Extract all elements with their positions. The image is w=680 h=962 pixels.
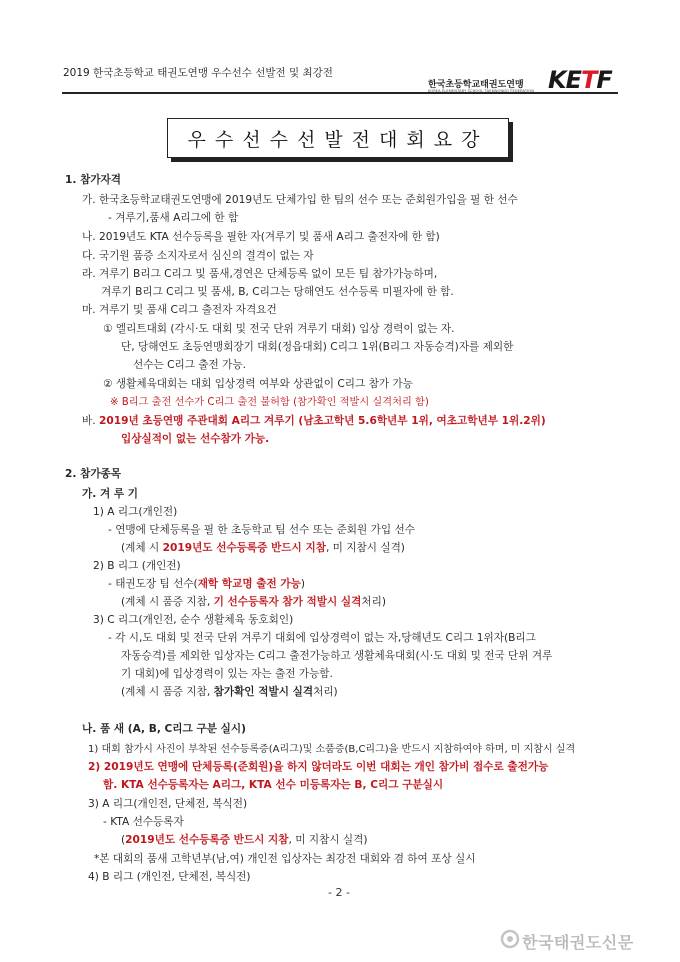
body-line: - 태권도장 팀 선수(재학 학교명 출전 가능) <box>108 578 306 590</box>
highlight-text: 2019년 초등연맹 주관대회 A리그 겨루기 (남초고학년 5.6학년부 1위, 여초고학년부 1위.2위) <box>98 415 546 427</box>
highlight-line: 함. KTA 선수등록자는 A리그, KTA 선수 미등록자는 B, C리그 구분실시 <box>103 779 444 791</box>
body-line: (2019년도 선수등록증 반드시 지참, 미 지참시 실격) <box>121 834 368 846</box>
body-line: - 각 시,도 대회 및 전국 단위 겨루기 대회에 입상경력이 없는 자,당해년도 C리그 1위자(B리그 <box>108 632 536 644</box>
body-line: 기 대회)에 입상경력이 있는 자는 출전 가능함. <box>121 668 333 680</box>
newspaper-logo-icon <box>500 929 520 949</box>
highlight-line: 입상실적이 없는 선수참가 가능. <box>121 433 270 445</box>
body-line: ② 생활체육대회는 대회 입상경력 여부와 상관없이 C리그 참가 가능 <box>103 378 413 390</box>
body-line: 4) B 리그 (개인전, 단체전, 복식전) <box>88 871 251 883</box>
body-line: 마. 겨루기 및 품새 C리그 출전자 자격요건 <box>82 304 277 316</box>
body-line: 다. 국기원 품증 소지자로서 심신의 결격이 없는 자 <box>82 250 314 262</box>
section-heading-events: 2. 참가종목 <box>65 468 122 480</box>
body-line: (계체 시 품증 지참, 기 선수등록자 참가 적발시 실격처리) <box>121 596 387 608</box>
body-line: 3) C 리그(개인전, 순수 생활체육 동호회인) <box>93 614 294 626</box>
subsection-heading-kyorugi: 가. 겨 루 기 <box>82 488 139 500</box>
body-line: 3) A 리그(개인전, 단체전, 복식전) <box>88 798 248 810</box>
list-marker: 바. <box>82 415 99 427</box>
body-line: (계체 시 2019년도 선수등록증 반드시 지참, 미 지참시 실격) <box>121 542 405 554</box>
body-line: 2) B 리그 (개인전) <box>93 560 181 572</box>
header-title: 2019 한국초등학교 태권도연맹 우수선수 선발전 및 최강전 <box>63 67 333 79</box>
ketf-logo-icon: KETF <box>548 66 612 94</box>
body-line <box>82 413 546 428</box>
highlight-line: 2) 2019년도 연맹에 단체등록(준회원)을 하지 않더라도 이번 대회는 개인 참가비 접수로 출전가능 <box>88 761 549 773</box>
body-line: - 겨루기,품새 A리그에 한 함 <box>108 212 239 224</box>
document-title: 우수선수선발전대회요강 <box>167 118 509 158</box>
body-line: 자동승격)를 제외한 입상자는 C리그 출전가능하고 생활체육대회(시·도 대회 및 전국 단위 겨루 <box>121 650 553 662</box>
subsection-heading-poomsae: 나. 품 새 (A, B, C리그 구분 실시) <box>82 723 246 735</box>
body-line: - KTA 선수등록자 <box>103 816 184 828</box>
body-line: 나. 2019년도 KTA 선수등록을 필한 자(겨루기 및 품새 A리그 출전자에 한 함) <box>82 231 440 243</box>
body-line: - 연맹에 단체등록을 필 한 초등학교 팀 선수 또는 준회원 가입 선수 <box>108 524 415 536</box>
body-line: 선수는 C리그 출전 가능. <box>133 359 246 371</box>
federation-logo-english: KOREA ELEMENTARY SCHOOL TAEKWONDO FEDERATION <box>428 89 534 93</box>
body-line: 단, 당해연도 초등연맹회장기 대회(정읍대회) C리그 1위(B리그 자동승격)자를 제외한 <box>121 341 514 353</box>
body-line: 1) 대회 참가시 사진이 부착된 선수등록증(A리그)및 소품증(B,C리그)을 반드시 지참하여야 하며, 미 지참시 실격 <box>88 744 576 755</box>
body-line: 가. 한국초등학교태권도연맹에 2019년도 단체가입 한 팀의 선수 또는 준회원가입을 필 한 선수 <box>82 194 518 206</box>
section-heading-eligibility: 1. 참가자격 <box>65 174 122 186</box>
federation-logo-korean: 한국초등학교태권도연맹 <box>428 80 524 90</box>
notice-line: ※ B리그 출전 선수가 C리그 출전 불허함 (참가확인 적발시 실격처리 함) <box>110 397 429 408</box>
body-line: 1) A 리그(개인전) <box>93 506 178 518</box>
body-line: *본 대회의 품새 고학년부(남,여) 개인전 입상자는 최강전 대회와 겸 하여 포상 실시 <box>94 853 476 865</box>
newspaper-watermark: 한국태권도신문 <box>522 933 634 952</box>
body-line: 라. 겨루기 B리그 C리그 및 품새,경연은 단체등록 없이 모든 팀 참가가능하며, <box>82 268 438 280</box>
body-line: ① 엘리트대회 (각시·도 대회 및 전국 단위 겨루기 대회) 입상 경력이 없는 자. <box>103 323 455 335</box>
body-line: 겨루기 B리그 C리그 및 품새, B, C리그는 당해연도 선수등록 미필자에 한 함. <box>101 286 454 298</box>
header-divider <box>62 92 618 94</box>
page-number: - 2 - <box>328 886 350 899</box>
body-line: (계체 시 품증 지참, 참가확인 적발시 실격처리) <box>121 686 338 698</box>
